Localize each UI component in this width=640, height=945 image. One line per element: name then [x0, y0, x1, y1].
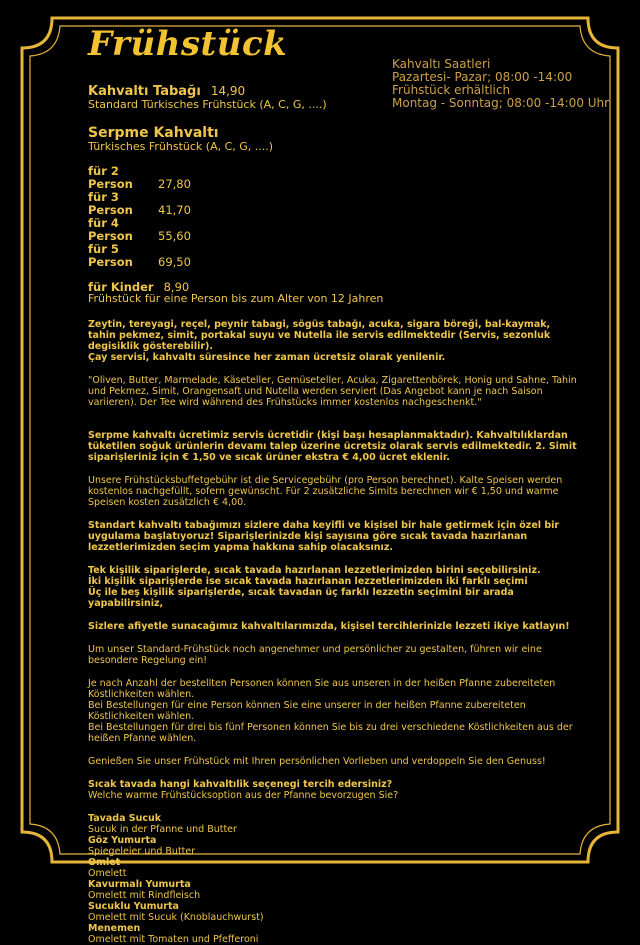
pan-options-list [88, 813, 578, 945]
de-included-items: "Oliven, Butter, Marmelade, Käseteller, Gemüseteller, Acuka, Zigarettenbörek, Honig und Sahne, Tahin und Pekmez, Simit, Orangensaft und Nutella werden serviert (Das Angebot kann je nach Saison variieren). Der Tee wird während des Frühstücks immer kostenlos nachgeschenkt." [88, 375, 577, 408]
price-value: 8,90 [163, 280, 190, 294]
rule-line: Bei Bestellungen für eine Person können Sie eine unserer in der heißen Pfanne zubereiteten Köstlichkeiten wählen. [88, 700, 526, 722]
option-name: Kavurmalı Yumurta [88, 879, 191, 890]
option-description: Omelett mit Tomaten und Pfefferoni [88, 934, 259, 945]
kahvalti-tabagi [88, 84, 578, 99]
rule-line: Tek kişilik siparişlerde, sıcak tavada hazırlanan lezzetlerimizden birini seçebilirsiniz. [88, 565, 541, 576]
price-label: für 5 Person [88, 242, 133, 269]
hours-line: Kahvaltı Saatleri [392, 57, 491, 71]
option-description: Omelett mit Sucuk (Knoblauchwurst) [88, 912, 264, 923]
tr-tea-note: Çay servisi, kahvaltı süresince her zaman ücretsiz olarak yenilenir. [88, 352, 446, 363]
option-description: Spiegeleier und Butter [88, 846, 196, 857]
page-title: Frühstück [88, 24, 288, 64]
price-row [88, 191, 578, 217]
question-tr: Sıcak tavada hangi kahvaltılik seçenegi tercih edersiniz? [88, 779, 393, 790]
de-pan-rules [88, 678, 578, 744]
price-row [88, 217, 578, 243]
person-price-list [88, 165, 578, 269]
tr-service-note: Serpme kahvaltı ücretimiz servis ücretidir (kişi başı hesaplanmaktadır). Kahvaltılıklardan tüketilen soğuk ürünlerin devamı talep üzerine ücretsiz olarak servis edilmektedir. 2. Simit siparişleriniz için € 1,50 ve sıcak ürüner ekstra € 4,00 ücret eklenir. [88, 430, 577, 463]
menu-content [88, 84, 578, 945]
option-name: Omlet [88, 857, 121, 868]
option-description: Omelett [88, 868, 127, 879]
price-value: 69,50 [158, 255, 191, 269]
item-description: Türkisches Frühstück (A, C, G, ....) [88, 140, 274, 153]
rule-line: Üç ile beş kişilik siparişlerde, sıcak tavadan üç farklı lezzetin seçimini bir arada yapabilirsiniz, [88, 587, 514, 609]
de-service-note: Unsere Frühstücksbuffetgebühr ist die Servicegebühr (pro Person berechnet). Kalte Speisen werden kostenlos nachgefüllt, sofern gewünscht. Für 2 zusätzliche Simits berechnen wir € 1,50 und warme Speisen kosten zusätzlich € 4,00. [88, 475, 563, 508]
tr-pan-rules [88, 565, 578, 609]
serpme-kahvalti-title: Serpme Kahvaltı [88, 125, 219, 141]
item-price: 14,90 [210, 84, 246, 98]
item-description: Standard Türkisches Frühstück (A, C, G, ....) [88, 98, 327, 111]
price-value: 41,70 [158, 203, 191, 217]
option-name: Göz Yumurta [88, 835, 157, 846]
de-enjoy-note: Genießen Sie unser Frühstück mit Ihren persönlichen Vorlieben und verdoppeln Sie den Genuss! [88, 756, 546, 767]
option-description: Omelett mit Rindfleisch [88, 890, 201, 901]
hours-line: Pazartesi- Pazar; 08:00 -14:00 [392, 70, 573, 84]
option-name: Sucuklu Yumurta [88, 901, 179, 912]
rule-line: Je nach Anzahl der bestellten Personen können Sie aus unseren in der heißen Pfanne zubereiteten Köstlichkeiten wählen. [88, 678, 556, 700]
tr-pan-intro: Standart kahvaltı tabağımızı sizlere daha keyifli ve kişisel bir hale getirmek için özel bir uygulama başlatıyoruz! Siparişlerinizde kişi sayısına göre sıcak tavada hazırlanan lezzetlerimizden seçim yapma hakkına sahip olacaksınız. [88, 520, 560, 553]
de-pan-intro: Um unser Standard-Frühstück noch angenehmer und persönlicher zu gestalten, führen wir eine besondere Regelung ein! [88, 644, 542, 666]
question-de: Welche warme Frühstücksoption aus der Pfanne bevorzugen Sie? [88, 790, 399, 801]
price-value: 27,80 [158, 177, 191, 191]
tr-enjoy-note: Sizlere afiyetle sunacağımız kahvaltılarımızda, kişisel tercihlerinizle lezzeti ikiye katlayın! [88, 621, 570, 632]
rule-line: Bei Bestellungen für drei bis fünf Personen können Sie bis zu drei verschiedene Köstlichkeiten aus der heißen Pfanne wählen. [88, 722, 573, 744]
rule-line: İki kişilik siparişlerde ise sıcak tavada hazırlanan lezzetlerimizden iki farklı seçimi [88, 576, 528, 587]
price-label: für 3 Person [88, 190, 133, 217]
option-name: Menemen [88, 923, 141, 934]
option-name: Tavada Sucuk [88, 813, 162, 824]
item-name: Kahvaltı Tabağı [88, 84, 201, 99]
price-row [88, 165, 578, 191]
option-description: Sucuk in der Pfanne und Butter [88, 824, 237, 835]
hours-line: Frühstück erhältlich [392, 83, 511, 97]
tr-included-items: Zeytin, tereyagi, reçel, peynir tabagi, sögüs tabağı, acuka, sigara böreği, bal-kaymak, tahin pekmez, simit, portakal suyu ve Nutella ile servis edilmektedir (Servis, sezonluk degisiklik gösterebilir). [88, 319, 551, 352]
price-value: 55,60 [158, 229, 191, 243]
kinder-description: Frühstück für eine Person bis zum Alter von 12 Jahren [88, 292, 384, 305]
price-label: für 2 Person [88, 164, 133, 191]
hours-line: Montag - Sonntag; 08:00 -14:00 Uhr [392, 96, 610, 110]
price-label: für Kinder [88, 280, 154, 294]
price-row [88, 243, 578, 269]
price-label: für 4 Person [88, 216, 133, 243]
